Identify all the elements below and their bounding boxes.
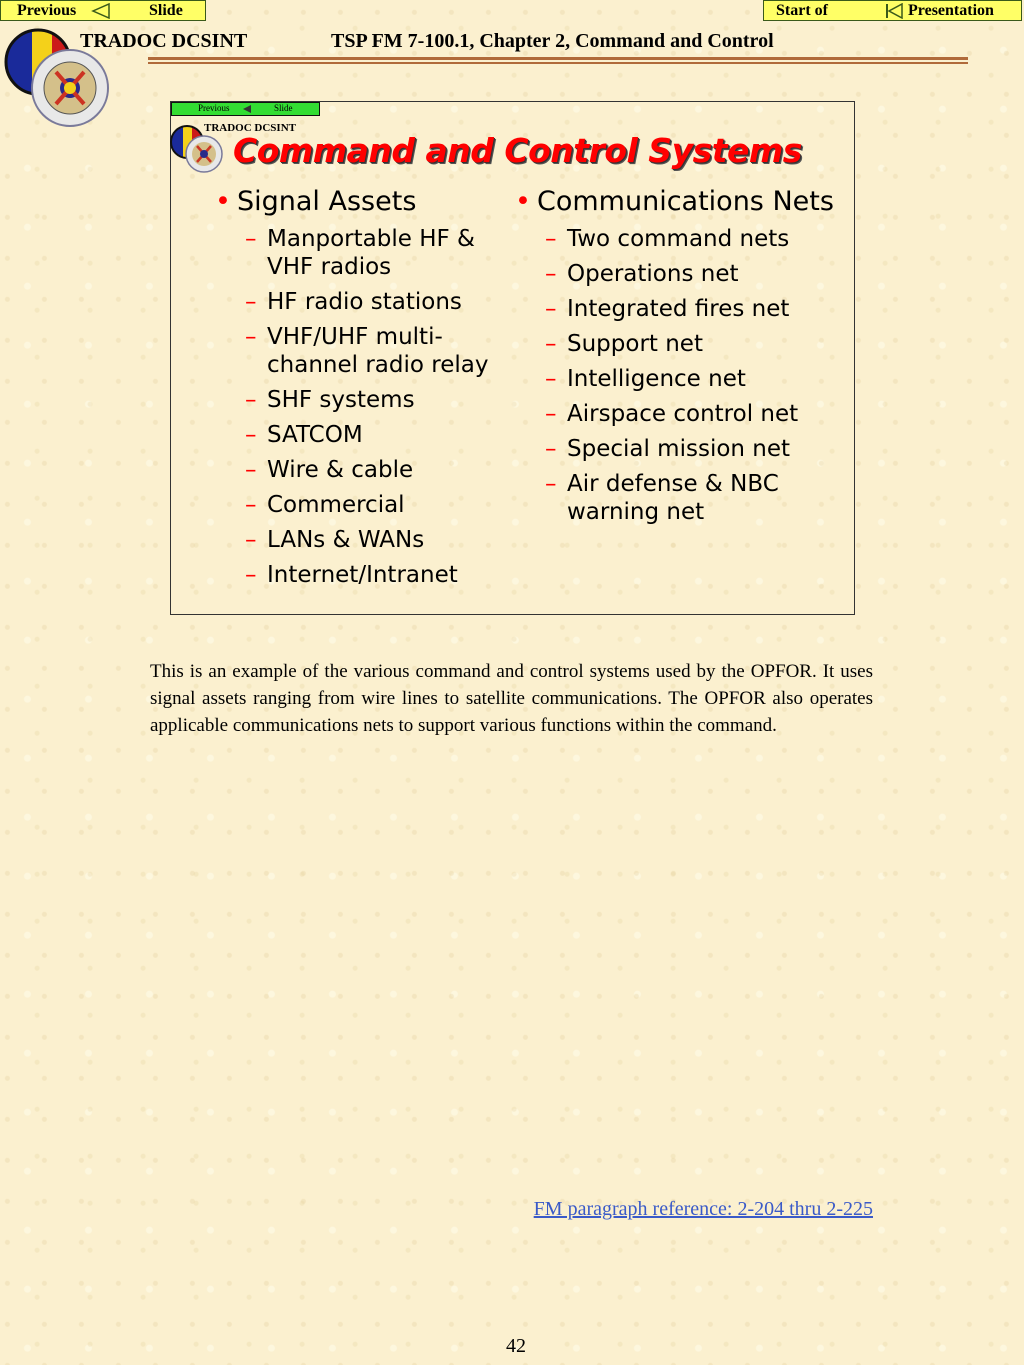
- list-item: [245, 386, 505, 414]
- list-item: [545, 260, 845, 288]
- item-text: Commercial: [267, 492, 405, 518]
- heading-text: Signal Assets: [237, 186, 417, 217]
- item-text: LANs & WANs: [267, 527, 425, 553]
- item-text: Special mission net: [567, 436, 791, 462]
- list-item: [245, 225, 505, 281]
- dash-icon: –: [245, 226, 257, 252]
- item-text: Internet/Intranet: [267, 562, 458, 588]
- mini-previous-label: Previous: [198, 103, 230, 113]
- mini-slide-label: Slide: [274, 103, 293, 113]
- item-text: Two command nets: [567, 226, 790, 252]
- header-divider: [148, 57, 968, 60]
- list-item: [245, 526, 505, 554]
- item-text: VHF/UHF multi-channel radio relay: [267, 324, 489, 378]
- triangle-left-icon: [91, 3, 111, 19]
- first-slide-icon: [884, 3, 904, 19]
- list-item: [545, 295, 845, 323]
- slide-org: TRADOC DCSINT: [204, 122, 296, 134]
- body-paragraph: This is an example of the various command and control systems used by the OPFOR. It uses signal assets ranging from wire lines to satellite communications. The OPFOR also operates applicable communications nets to support various functions within the command.: [150, 661, 873, 736]
- header-org: TRADOC DCSINT: [80, 30, 248, 52]
- item-text: Intelligence net: [567, 366, 746, 392]
- dash-icon: –: [545, 226, 557, 252]
- bullet-icon: •: [215, 186, 231, 217]
- dash-icon: –: [245, 289, 257, 315]
- dash-icon: –: [245, 492, 257, 518]
- item-text: Manportable HF & VHF radios: [267, 226, 475, 280]
- communications-nets-heading: [515, 186, 845, 218]
- item-text: SHF systems: [267, 387, 415, 413]
- list-item: [545, 435, 845, 463]
- list-item: [245, 456, 505, 484]
- dash-icon: –: [545, 331, 557, 357]
- dash-icon: –: [245, 457, 257, 483]
- item-text: Wire & cable: [267, 457, 414, 483]
- slide-title: Command and Control Systems: [233, 131, 802, 170]
- list-item: [245, 288, 505, 316]
- dash-icon: –: [245, 387, 257, 413]
- slide-panel: [170, 101, 855, 615]
- list-item: [545, 225, 845, 253]
- item-text: Airspace control net: [567, 401, 799, 427]
- previous-label: Previous: [17, 2, 77, 19]
- list-item: [545, 330, 845, 358]
- slide-label: Slide: [149, 2, 183, 19]
- dash-icon: –: [245, 562, 257, 588]
- dash-icon: –: [545, 471, 557, 497]
- dash-icon: –: [245, 527, 257, 553]
- list-item: [245, 323, 505, 379]
- previous-slide-button[interactable]: [0, 0, 206, 21]
- item-text: Air defense & NBC warning net: [567, 471, 779, 525]
- list-item: [545, 365, 845, 393]
- presentation-label: Presentation: [908, 2, 994, 19]
- fm-reference-link[interactable]: FM paragraph reference: 2-204 thru 2-225: [533, 1198, 873, 1220]
- bullet-icon: •: [515, 186, 531, 217]
- item-text: HF radio stations: [267, 289, 462, 315]
- dash-icon: –: [545, 436, 557, 462]
- dash-icon: –: [545, 401, 557, 427]
- header-divider-2: [148, 62, 968, 64]
- signal-assets-heading: [215, 186, 505, 218]
- dash-icon: –: [545, 366, 557, 392]
- list-item: [545, 470, 845, 526]
- list-item: [545, 400, 845, 428]
- start-of-label: Start of: [776, 2, 828, 19]
- header-title: TSP FM 7-100.1, Chapter 2, Command and Control: [331, 30, 774, 52]
- list-item: [245, 421, 505, 449]
- dash-icon: –: [545, 261, 557, 287]
- item-text: Operations net: [567, 261, 739, 287]
- page-number: 42: [506, 1335, 526, 1357]
- communications-nets-column: [515, 186, 845, 526]
- mini-nav: [171, 102, 320, 116]
- dash-icon: –: [245, 324, 257, 350]
- item-text: Integrated fires net: [567, 296, 790, 322]
- item-text: Support net: [567, 331, 703, 357]
- item-text: SATCOM: [267, 422, 363, 448]
- signal-assets-column: [215, 186, 505, 589]
- dash-icon: –: [245, 422, 257, 448]
- list-item: [245, 491, 505, 519]
- start-of-presentation-button[interactable]: [763, 0, 1022, 21]
- list-item: [245, 561, 505, 589]
- heading-text: Communications Nets: [537, 186, 834, 217]
- mini-triangle-left-icon: [242, 104, 252, 114]
- dash-icon: –: [545, 296, 557, 322]
